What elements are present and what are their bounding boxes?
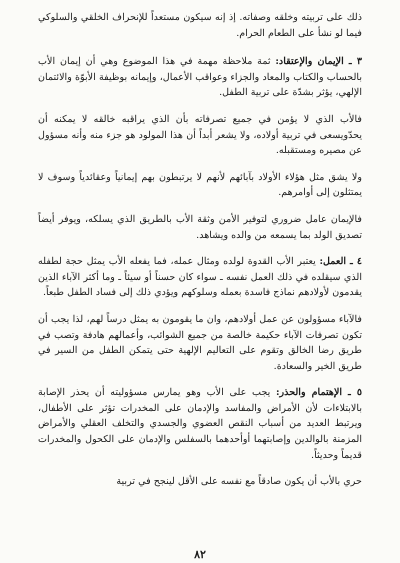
paragraph-5: [38, 212, 362, 243]
paragraph-1: [38, 10, 362, 41]
paragraph-1-text: ذلك على تربيته وخلقه وصفاته. إذ إنه سيكون مستعداً للإنحراف الخلقي والسلوكي فيما لو نشأ على الطعام الحرام.: [38, 12, 362, 39]
section-heading-faith: ٣ ـ الإيمان والإعتقاد:: [275, 56, 362, 68]
page-number: ٨٢: [194, 548, 206, 561]
paragraph-2-text: ثمة ملاحظة مهمة في هذا الموضوع وهي أن إيمان الأب بالحساب والكتاب والمعاد والجزاء وعواقب الأعمال، وإيمانه بوظيفة الأبوّة والائتمان الإلهي، يؤثر بشدّة على تربية الطفل.: [38, 56, 362, 99]
paragraph-7: [38, 312, 362, 374]
section-heading-work: ٤ ـ العمل:: [319, 256, 362, 268]
paragraph-5-text: فالإيمان عامل ضروري لتوفير الأمن وثقة الأب بالطريق الذي يسلكه، ويوفر أيضاً تصديق الولد بما يسمعه من والده ويشاهد.: [38, 213, 362, 241]
paragraph-6: [38, 254, 362, 301]
paragraph-4: [38, 170, 362, 201]
paragraph-8: [38, 385, 362, 463]
paragraph-9: [38, 474, 362, 490]
paragraph-3-text: فالأب الذي لا يؤمن في جميع تصرفاته بأن الذي يراقبه خالقه لا يمكنه أن يحدّويسعى في تربية أولاده، ولا يشعر أبداً أن هذا المولود هو جزء منه وأنه مسؤول عن مصيره ومستقبله.: [38, 113, 362, 157]
paragraph-3: [38, 112, 362, 159]
paragraph-6-text: يعتبر الأب القدوة لولده ومثال عمله، فما يفعله الأب يمثل حجة لطفله الذي سيقلده في ذلك العمل نفسه ـ سواء كان حسناً أو سيئاً ـ وما أكثر الآباء الذين يقدمون لأولادهم نماذج فاسدة بعمله وسلوكهم ويؤدي ذلك إلى فساد الطفل طبعاً.: [38, 256, 362, 299]
paragraph-7-text: فالآباء مسؤولون عن عمل أولادهم، وان ما يقومون به يمثل درساً لهم، لذا يجب أن تكون تصرفات الآباء حكيمة خالصة من جميع الشوائب، وأعمالهم هادفة وتصب في طريق رضا الخالق وتقوم على التعاليم الإلهية حتى يتمكن الطفل من السير في طريق الخير والسعادة.: [38, 313, 362, 372]
paragraph-4-text: ولا يشق مثل هؤلاء الأولاد بآبائهم لأنهم لا يرتبطون بهم إيمانياً وعقائدياً وسوف لا يمتثلون إلى أوامرهم.: [38, 171, 362, 199]
section-heading-care: ٥ ـ الإهتمام والحذر:: [275, 387, 362, 399]
paragraph-2: [38, 54, 362, 101]
paragraph-8-text: يجب على الأب وهو يمارس مسؤوليته أن يحذر الإصابة بالابتلاءات لأن الأمراض والمفاسد والإدمان على المخدرات تؤثر على الأطفال، ويرتبط العديد من أسباب النقص العضوي والجسدي والتخلف العقلي والأمراض المزمنة بالوالدين وإصابتهما أوأحدهما بالسفلس والإدمان على الكحول والمخدرات قديماً وحديثاً.: [38, 387, 362, 461]
paragraph-9-text: حري بالأب أن يكون صادقاً مع نفسه على الأقل لينجح في تربية: [116, 476, 362, 488]
